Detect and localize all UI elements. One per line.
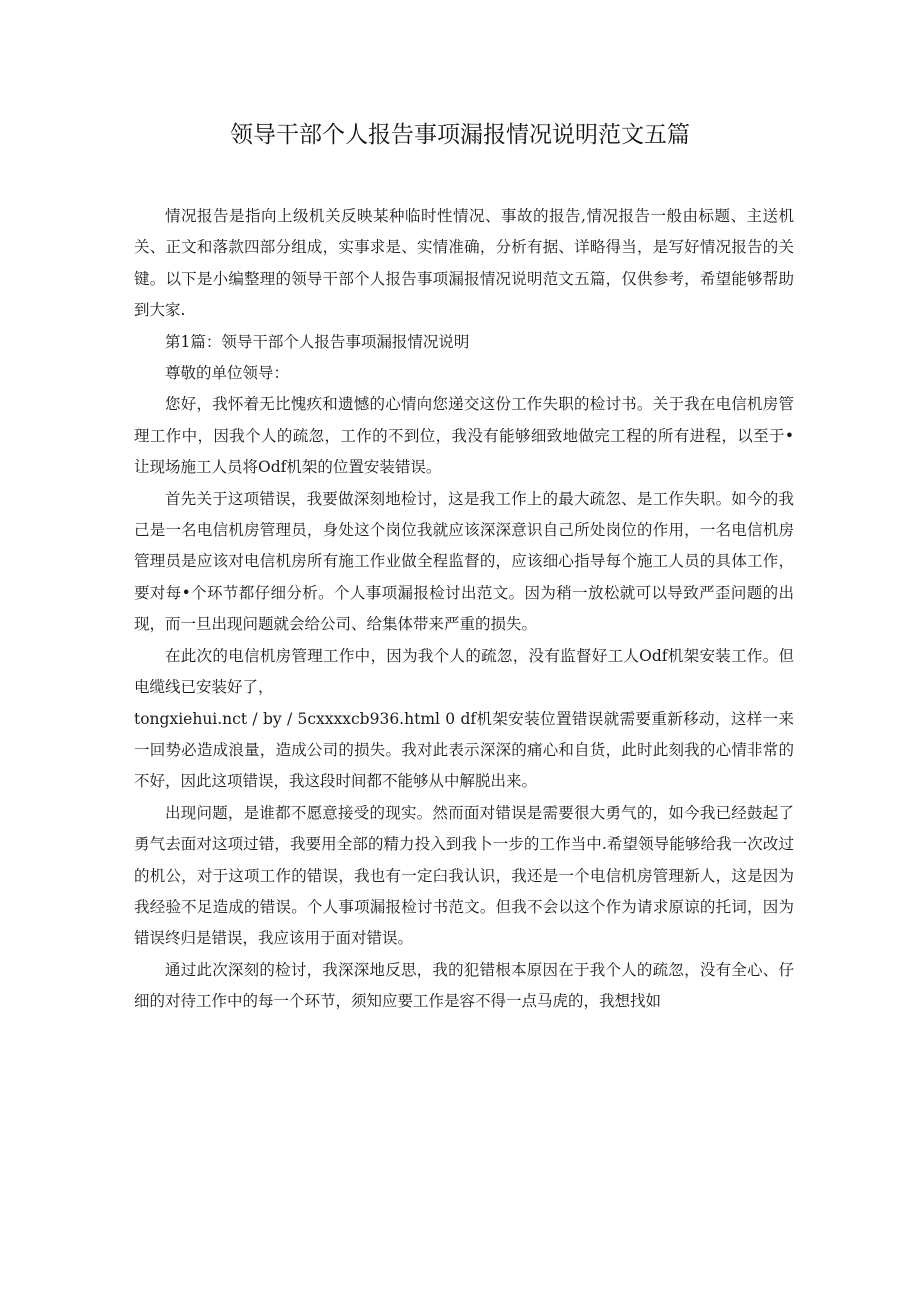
paragraph-section-heading: 第1篇：领导干部个人报告事项漏报情况说明 — [165, 332, 470, 351]
paragraph: 您好，我怀着无比愧疚和遗憾的心情向您递交这份工作失职的检讨书。关于我在电信机房管理工作中，因我个人的疏忽，工作的不到位，我没有能够细致地做完工程的所有进程，以至于•让现场施工人员将Odf机架的位置安装错误。 — [134, 395, 794, 477]
paragraph: 首先关于这项错误，我要做深刻地检讨，这是我工作上的最大疏忽、是工作失职。如今的我己是一名电信机房管理员，身处这个岗位我就应该深深意识自己所处岗位的作用，一名电信机房管理员是应该对电信机房所有施工作业做全程监督的，应该细心指导每个施工人员的具体工作，要对每•个环节都仔细分析。个人事项漏报检讨出范文。因为稍一放松就可以导致严歪问题的出现，而一旦出现问题就会给公司、给集体带来严重的损失。 — [134, 489, 794, 634]
document-title: 领导干部个人报告事项漏报情况说明范文五篇 — [230, 122, 690, 148]
paragraph: 在此次的电信机房管理工作中，因为我个人的疏忽，没有监督好工人Odf机架安装工作。但电缆线已安装好了， — [134, 646, 794, 697]
paragraph: 通过此次深刻的检讨，我深深地反思，我的犯错根本原因在于我个人的疏忽，没有全心、仔细的对待工作中的每一个环节，须知应要工作是容不得一点马虎的，我想找如 — [134, 960, 794, 1011]
paragraph-salutation: 尊敬的单位领导： — [165, 364, 290, 383]
document-body — [134, 201, 794, 1018]
paragraph-url-line: tongxiehui.nct / by / 5cxxxxcb936.html 0 df机架安装位置错误就需要重新移动，这样一来一回势必造成浪量，造成公司的损失。我对此表示深深的痛心和自货，此时此刻我的心情非常的不好，因此这项错误，我这段时间都不能够从中解脱出来。 — [134, 709, 794, 791]
paragraph: 出现问题，是谁都不愿意接受的现实。然而面对错误是需要很大勇气的，如今我已经鼓起了勇气去面对这项过错，我要用全部的精力投入到我卜一步的工作当中.希望领导能够给我一次改过的机公，对于这项工作的错误，我也有一定臼我认识，我还是一个电信机房管理新人，这是因为我经验不足造成的错误。个人事项漏报检讨书范文。但我不会以这个作为请求原谅的托词，因为错误终归是错误，我应该用于面对错误。 — [134, 803, 794, 948]
paragraph-intro: 情况报告是指向上级机关反映某种临时性情况、事故的报告,情况报告一般由标题、主送机关、正文和落款四部分组成，实事求是、实情准确，分析有据、详略得当，是写好情况报告的关键。以下是小编整理的领导干部个人报告事项漏报情况说明范文五篇，仅供参考，希望能够帮助到大家. — [134, 207, 794, 320]
